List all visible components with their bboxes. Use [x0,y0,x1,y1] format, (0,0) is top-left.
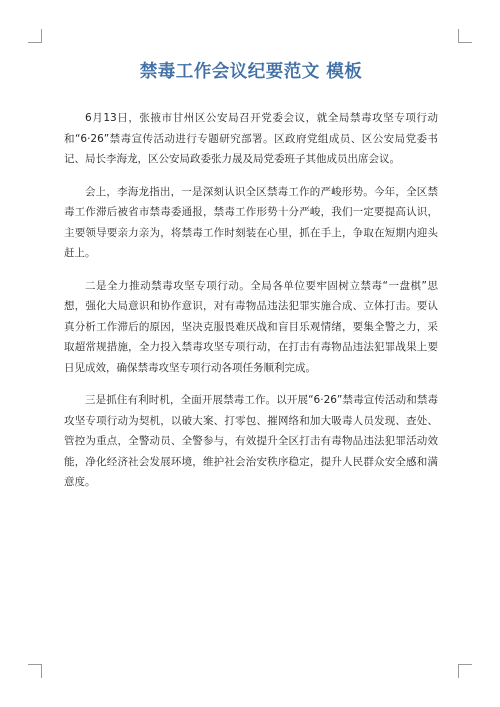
document-title: 禁毒工作会议纪要范文 模板 [139,62,363,82]
crop-mark-top-right [458,29,472,43]
paragraph-1: 6月13日，张掖市甘州区公安局召开党委会议，就全局禁毒攻坚专项行动和“6·26”禁毒宣传活动进行专题研究部署。区政府党组成员、区公安局党委书记、局长李海龙，区公安局政委张力晟及局党委班子其他成员出席会议。 [64,112,438,165]
paragraph-3: 二是全力推动禁毒攻坚专项行动。全局各单位要牢固树立禁毒“一盘棋”思想，强化大局意识和协作意识，对有毒物品违法犯罪实施合成、立体打击。要认真分析工作滞后的原因，坚决克服畏难厌战和盲目乐观情绪，要集全警之力，采取超常规措施，全力投入禁毒攻坚专项行动，在打击有毒物品违法犯罪战果上要日见成效，确保禁毒攻坚专项行动各项任务顺利完成。 [64,279,438,374]
crop-mark-bottom-left [28,664,42,678]
paragraph-2: 会上，李海龙指出，一是深刻认识全区禁毒工作的严峻形势。今年，全区禁毒工作滞后被省市禁毒委通报，禁毒工作形势十分严峻，我们一定要提高认识，主要领导要亲力亲为，将禁毒工作时刻装在心里，抓在手上，争取在短期内迎头赶上。 [64,185,438,259]
document-body [64,108,438,493]
paragraph-4: 三是抓住有利时机，全面开展禁毒工作。以开展“6·26”禁毒宣传活动和禁毒攻坚专项行动为契机，以破大案、打零包、摧网络和加大吸毒人员发现、查处、管控为重点，全警动员、全警参与，有效提升全区打击有毒物品违法犯罪活动效能，净化经济社会发展环境，维护社会治安秩序稳定，提升人民群众安全感和满意度。 [64,394,438,488]
crop-mark-top-left [28,29,42,43]
crop-mark-bottom-right [458,664,472,678]
document-page [64,60,438,505]
